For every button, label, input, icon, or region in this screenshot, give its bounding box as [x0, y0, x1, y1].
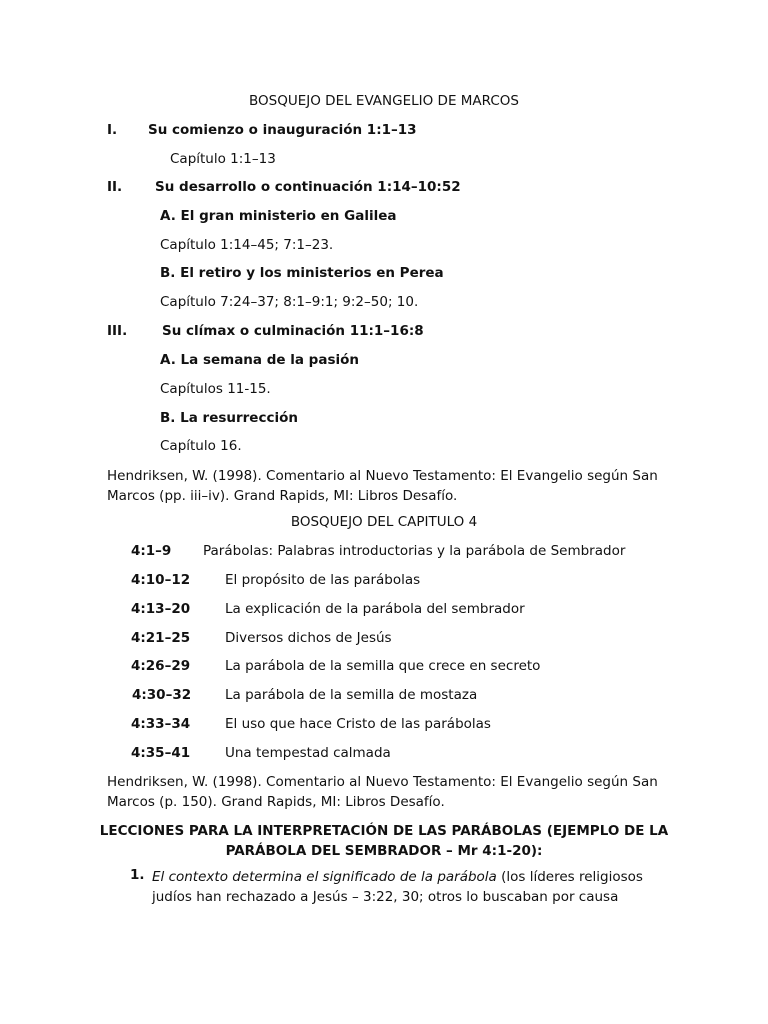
chapter-reference: Capítulos 11-15.: [160, 381, 271, 397]
verse-reference: 4:10–12: [131, 572, 191, 588]
citation: Hendriksen, W. (1998). Comentario al Nuevo Testamento: El Evangelio según San Marcos (p. 150). Grand Rapids, MI: Libros Desafío.: [107, 774, 658, 810]
verse-description: Diversos dichos de Jesús: [225, 630, 392, 646]
chapter-reference: Capítulo 1:14–45; 7:1–23.: [160, 237, 334, 253]
chapter-reference: Capítulo 16.: [160, 438, 242, 454]
verse-description: La parábola de la semilla de mostaza: [225, 687, 478, 703]
citation: Hendriksen, W. (1998). Comentario al Nuevo Testamento: El Evangelio según San Marcos (pp. iii–iv). Grand Rapids, MI: Libros Desafío.: [107, 468, 658, 504]
section-numeral: III.: [107, 323, 128, 339]
verse-description: El uso que hace Cristo de las parábolas: [225, 716, 491, 732]
outline-title: BOSQUEJO DEL EVANGELIO DE MARCOS: [249, 93, 519, 109]
chapter-reference: Capítulo 1:1–13: [170, 151, 276, 167]
verse-reference: 4:33–34: [131, 716, 191, 732]
verse-description: El propósito de las parábolas: [225, 572, 421, 588]
section-heading: Su desarrollo o continuación 1:14–10:52: [155, 179, 461, 195]
verse-description: Parábolas: Palabras introductorias y la parábola de Sembrador: [203, 543, 626, 559]
list-item-text: (los líderes religiosos judíos han rechazado a Jesús – 3:22, 30; otros lo buscaban por causa: [152, 869, 643, 905]
subsection-heading: B. La resurrección: [160, 410, 298, 426]
subsection-heading: A. La semana de la pasión: [160, 352, 360, 368]
verse-description: Una tempestad calmada: [225, 745, 391, 761]
section-heading: Su clímax o culminación 11:1–16:8: [162, 323, 424, 339]
section-numeral: II.: [107, 179, 123, 195]
chapter-reference: Capítulo 7:24–37; 8:1–9:1; 9:2–50; 10.: [160, 294, 419, 310]
verse-description: La parábola de la semilla que crece en secreto: [225, 658, 541, 674]
chapter4-title: BOSQUEJO DEL CAPITULO 4: [290, 514, 478, 530]
verse-reference: 4:21–25: [131, 630, 191, 646]
verse-reference: 4:13–20: [131, 601, 191, 617]
list-item-emphasis: El contexto determina el significado de la parábola: [152, 869, 497, 885]
section-heading: Su comienzo o inauguración 1:1–13: [148, 122, 417, 138]
verse-reference: 4:35–41: [131, 745, 191, 761]
list-item: [152, 867, 672, 907]
verse-reference: 4:26–29: [131, 658, 191, 674]
subsection-heading: B. El retiro y los ministerios en Perea: [160, 265, 444, 281]
list-number: 1.: [130, 867, 145, 883]
verse-reference: 4:1–9: [131, 543, 172, 559]
lessons-title: LECCIONES PARA LA INTERPRETACIÓN DE LAS PARÁBOLAS (EJEMPLO DE LA PARÁBOLA DEL SEMBRADOR – Mr 4:1-20):: [99, 823, 669, 859]
verse-description: La explicación de la parábola del sembrador: [225, 601, 525, 617]
subsection-heading: A. El gran ministerio en Galilea: [160, 208, 397, 224]
verse-reference: 4:30–32: [132, 687, 192, 703]
section-numeral: I.: [107, 122, 118, 138]
